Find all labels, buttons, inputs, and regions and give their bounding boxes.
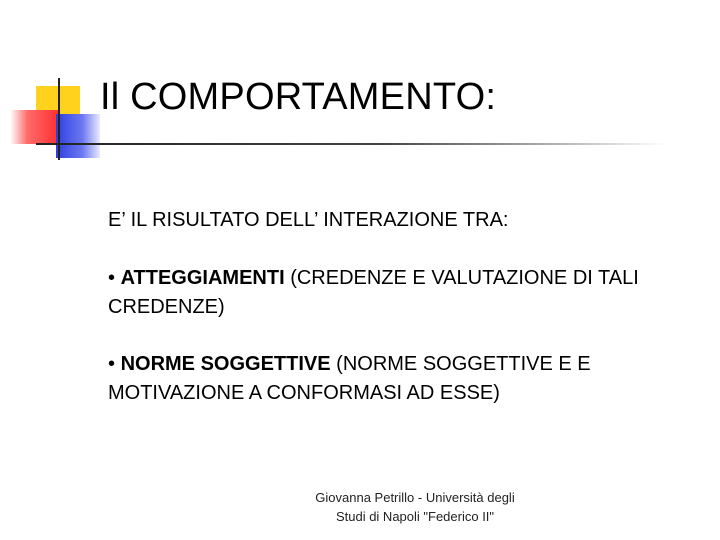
blue-square-decoration bbox=[56, 114, 100, 158]
bullet-bold-term: NORME SOGGETTIVE bbox=[120, 353, 331, 375]
bullet-marker: • bbox=[108, 267, 116, 289]
bullet-text: (NORME SOGGETTIVE E E MOTIVAZIONE A CONFORMASI AD ESSE) bbox=[108, 353, 591, 404]
bullet-marker: • bbox=[108, 353, 116, 375]
red-square-decoration bbox=[10, 110, 60, 144]
intro-text: E’ IL RISULTATO DELL’ INTERAZIONE TRA: bbox=[108, 209, 509, 231]
bullet-item bbox=[108, 264, 668, 322]
footer-line-2: Studi di Napoli "Federico II" bbox=[335, 509, 495, 524]
slide-body bbox=[108, 206, 688, 404]
title-underline-rule bbox=[36, 143, 666, 145]
bullet-bold-term: ATTEGGIAMENTI bbox=[120, 267, 285, 289]
bullet-item bbox=[108, 350, 668, 408]
bullet-text: (CREDENZE E VALUTAZIONE DI TALI CREDENZE) bbox=[108, 267, 639, 318]
slide-title: Il COMPORTAMENTO: bbox=[100, 76, 497, 118]
vertical-rule bbox=[58, 78, 60, 160]
footer-line-1: Giovanna Petrillo - Università degli bbox=[315, 490, 515, 505]
slide-footer bbox=[280, 488, 550, 526]
